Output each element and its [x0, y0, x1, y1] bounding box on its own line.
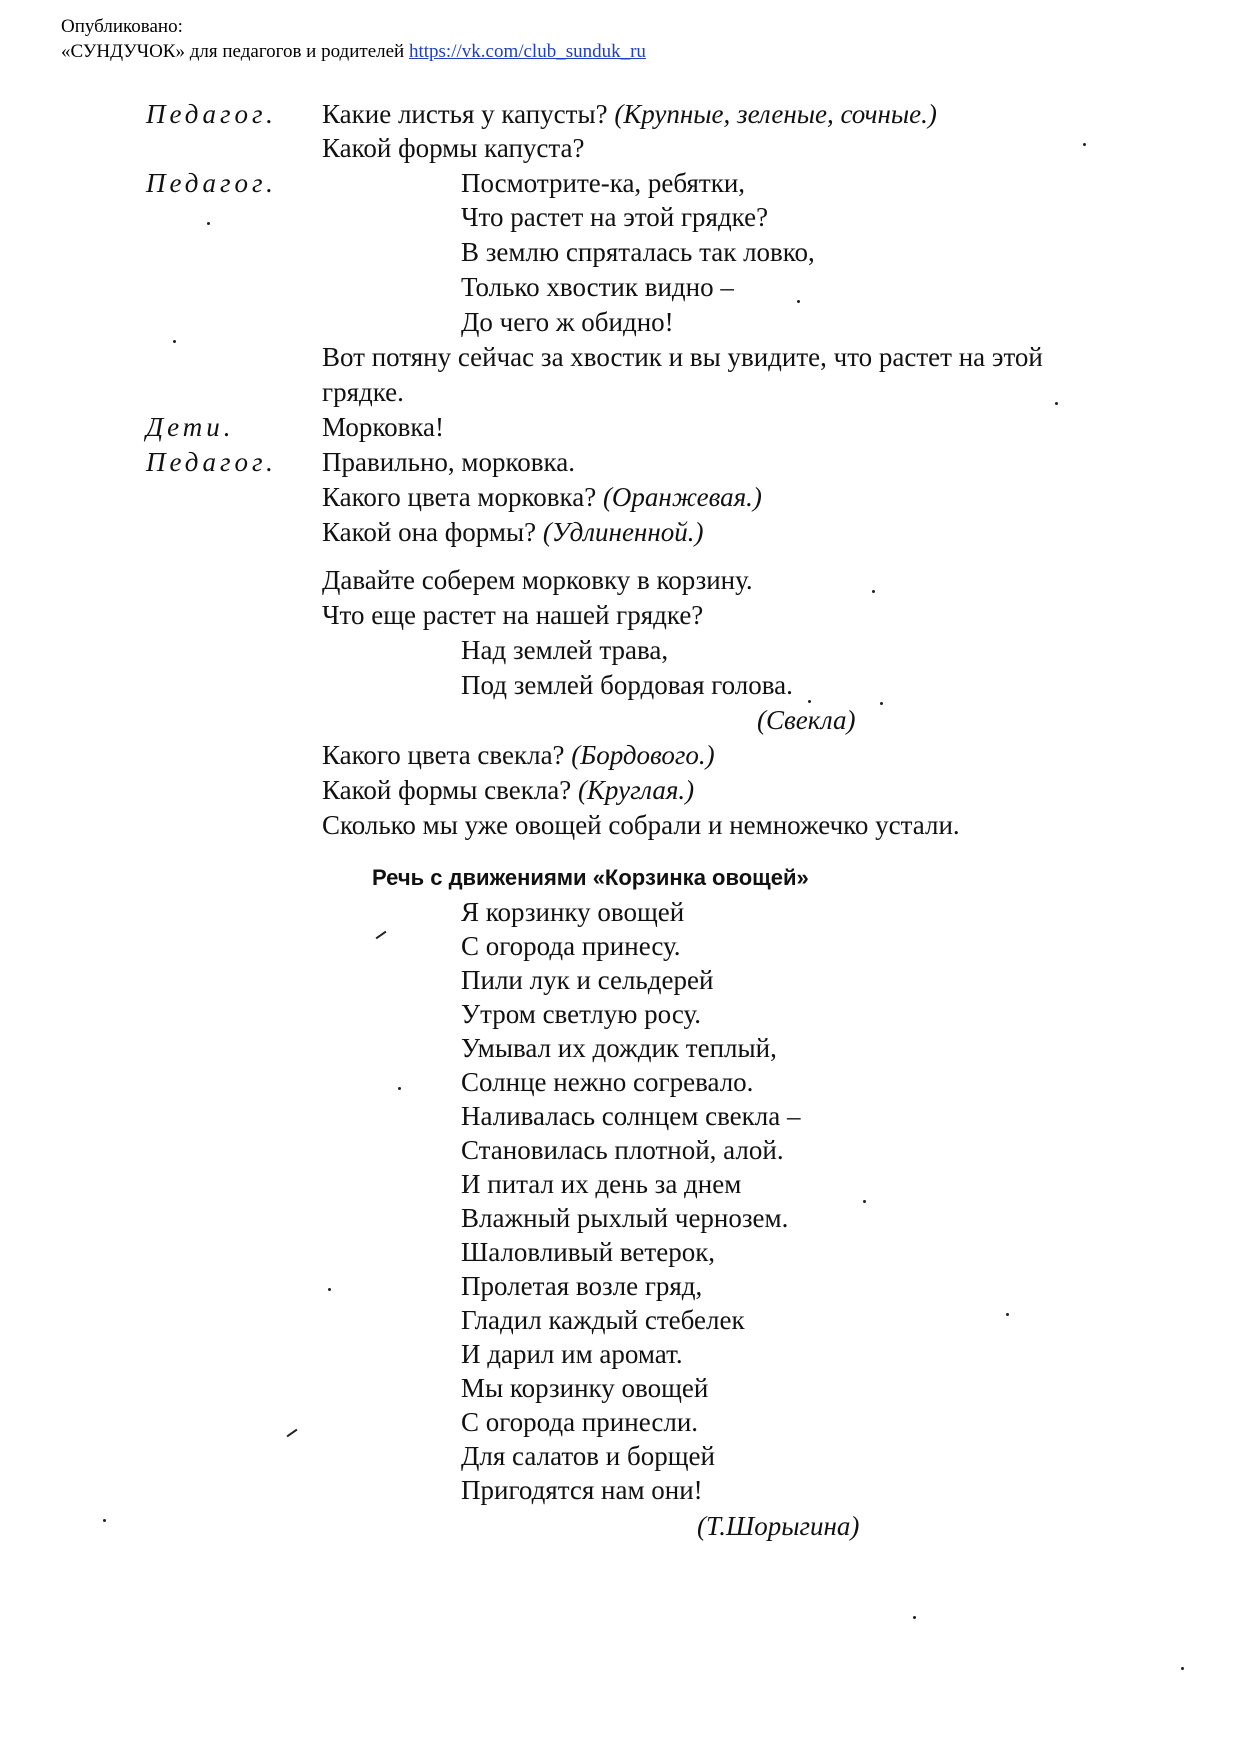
text-line: Вот потяну сейчас за хвостик и вы увидите, что растет на этой — [322, 342, 1043, 372]
scan-mark — [376, 931, 387, 940]
scan-speck — [1006, 1313, 1009, 1316]
poem-line: Солнце нежно согревало. — [461, 1067, 754, 1097]
riddle-answer: (Свекла) — [757, 705, 856, 735]
speaker-label: Дети. — [146, 412, 235, 442]
text-line: Какой она формы? (Удлиненной.) — [322, 517, 704, 547]
vk-link[interactable]: https://vk.com/club_sunduk_ru — [408, 41, 646, 62]
poem-line: Влажный рыхлый чернозем. — [461, 1203, 789, 1233]
poem-line: И питал их день за днем — [461, 1169, 742, 1199]
scan-speck — [173, 340, 176, 343]
speaker-label: Педагог. — [146, 99, 277, 129]
text-line: Правильно, морковка. — [322, 447, 575, 477]
scan-speck — [863, 1200, 866, 1203]
scan-speck — [797, 300, 800, 303]
text-line: Что еще растет на нашей грядке? — [322, 600, 704, 630]
text-line: Какого цвета морковка? (Оранжевая.) — [322, 482, 762, 512]
scan-mark — [287, 1429, 298, 1438]
poem-line: Шаловливый ветерок, — [461, 1237, 716, 1267]
speaker-label: Педагог. — [146, 168, 277, 198]
poem-line: С огорода принесли. — [461, 1407, 699, 1437]
text-line: Какой формы свекла? (Круглая.) — [322, 775, 695, 805]
publisher-line — [61, 41, 646, 63]
poem-line: И дарил им аромат. — [461, 1339, 683, 1369]
scan-speck — [398, 1087, 401, 1090]
verse-line: Посмотрите-ка, ребятки, — [461, 168, 746, 198]
verse-line: Только хвостик видно – — [461, 272, 734, 302]
published-label: Опубликовано: — [61, 16, 183, 37]
poem-line: Наливалась солнцем свекла – — [461, 1101, 801, 1131]
text-line: грядке. — [322, 377, 404, 407]
scan-speck — [1181, 1667, 1184, 1670]
verse-line: В землю спряталась так ловко, — [461, 237, 815, 267]
poem-line: Для салатов и борщей — [461, 1441, 715, 1471]
text-line: Какой формы капуста? — [322, 133, 585, 163]
poem-line: Пригодятся нам они! — [461, 1475, 703, 1505]
poem-line: Гладил каждый стебелек — [461, 1305, 745, 1335]
text-line: Морковка! — [322, 412, 445, 442]
text-line: Давайте соберем морковку в корзину. — [322, 565, 753, 595]
scan-speck — [808, 700, 811, 703]
text-line: Какого цвета свекла? (Бордового.) — [322, 740, 715, 770]
poem-line: С огорода принесу. — [461, 931, 681, 961]
speaker-label: Педагог. — [146, 447, 277, 477]
poem-line: Умывал их дождик теплый, — [461, 1033, 777, 1063]
riddle-line: Над землей трава, — [461, 635, 669, 665]
scan-speck — [913, 1616, 916, 1619]
poem-line: Пролетая возле гряд, — [461, 1271, 703, 1301]
text-line: Какие листья у капусты? (Крупные, зеленые, сочные.) — [322, 99, 937, 129]
poem-line: Становилась плотной, алой. — [461, 1135, 784, 1165]
scan-speck — [872, 590, 875, 593]
scan-speck — [103, 1519, 106, 1522]
section-title: Речь с движениями «Корзинка овощей» — [372, 865, 809, 890]
poem-line: Мы корзинку овощей — [461, 1373, 709, 1403]
text-line: Сколько мы уже овощей собрали и немножечко устали. — [322, 810, 960, 840]
verse-line: До чего ж обидно! — [461, 307, 674, 337]
scan-speck — [328, 1288, 331, 1291]
poem-line: Я корзинку овощей — [461, 897, 685, 927]
poem-line: Пили лук и сельдерей — [461, 965, 714, 995]
verse-line: Что растет на этой грядке? — [461, 202, 769, 232]
poem-line: Утром светлую росу. — [461, 999, 701, 1029]
scan-speck — [207, 222, 210, 225]
riddle-line: Под землей бордовая голова. — [461, 670, 793, 700]
scan-speck — [1055, 402, 1058, 405]
author: (Т.Шорыгина) — [697, 1511, 860, 1541]
publisher-name: «СУНДУЧОК» для педагогов и родителей — [61, 41, 409, 62]
scan-speck — [1083, 143, 1086, 146]
scan-speck — [880, 702, 883, 705]
